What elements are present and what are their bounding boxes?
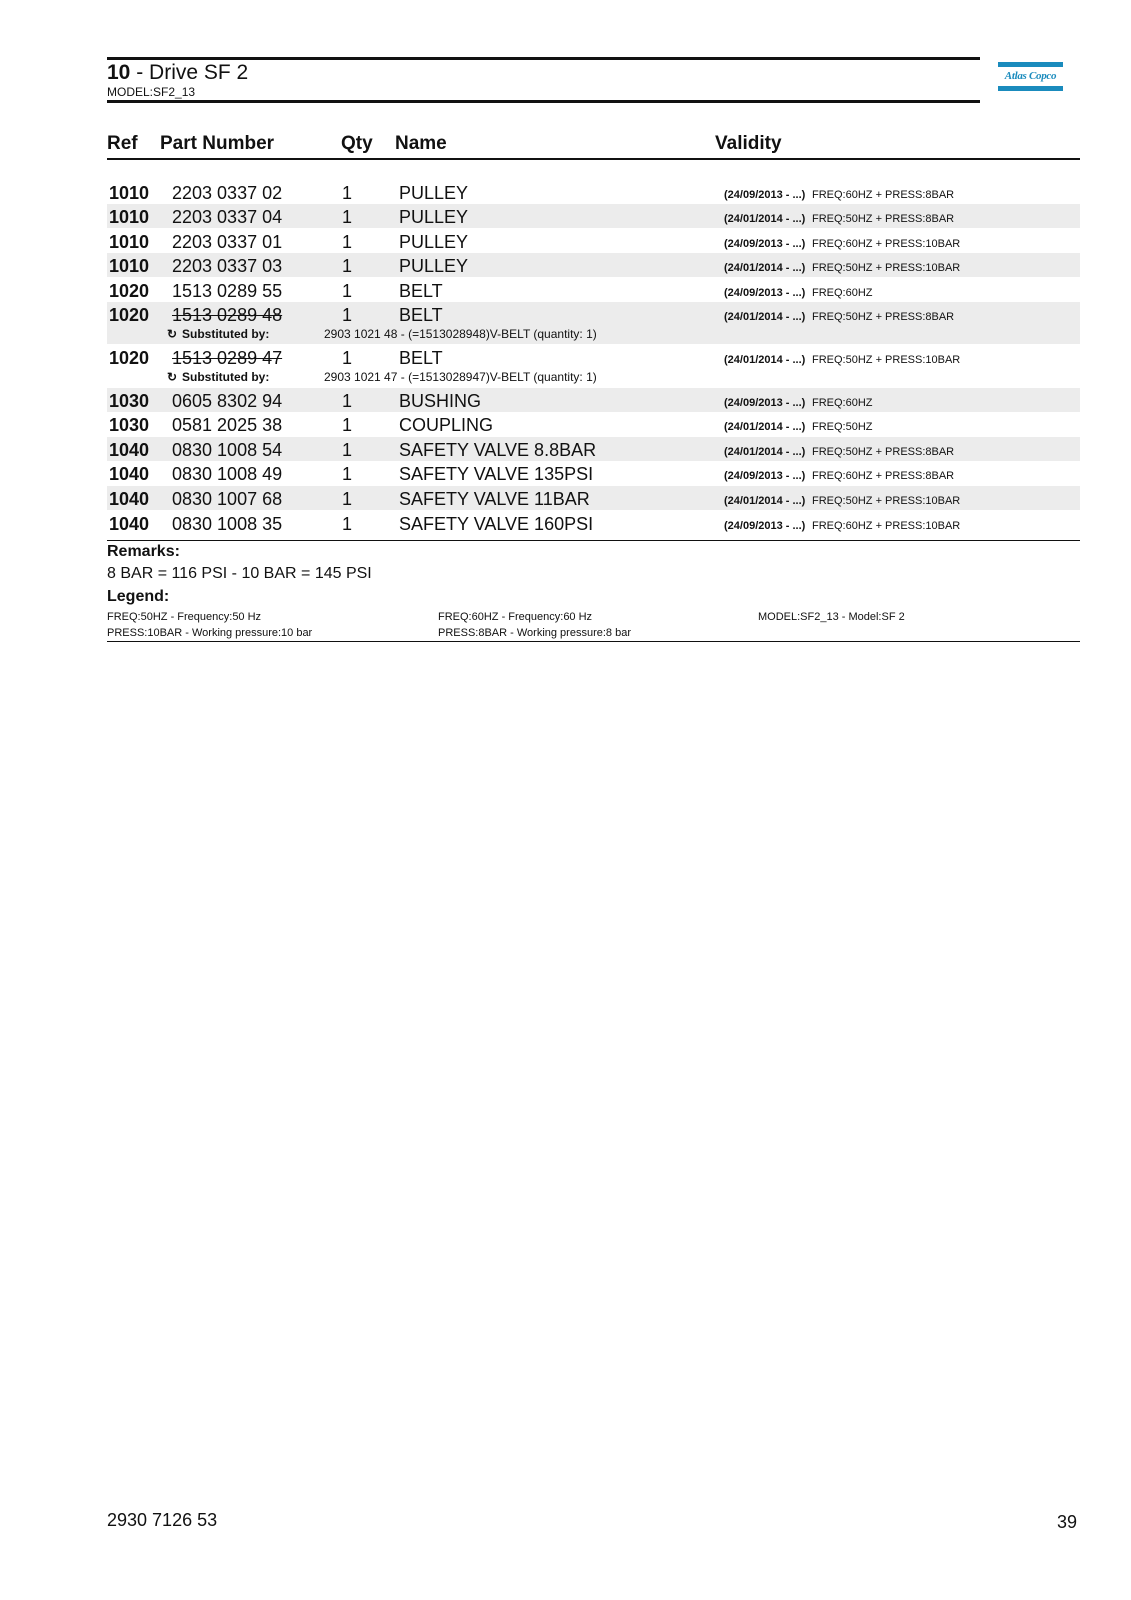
legend-heading: Legend: — [107, 588, 170, 605]
qty-cell: 1 — [342, 256, 353, 276]
remarks-text: 8 BAR = 116 PSI - 10 BAR = 145 PSI — [107, 565, 372, 582]
part-number-cell: 2203 0337 01 — [172, 232, 283, 252]
name-cell: PULLEY — [399, 256, 469, 276]
ref-cell: 1020 — [109, 348, 150, 368]
ref-cell: 1040 — [109, 464, 150, 484]
qty-cell: 1 — [342, 489, 353, 509]
part-number-cell: 0830 1008 49 — [172, 464, 283, 484]
part-number-cell-superseded: 1513 0289 48 — [172, 305, 283, 325]
part-number-cell: 2203 0337 03 — [172, 256, 283, 276]
col-header-ref: Ref — [107, 133, 138, 154]
validity-date: (24/01/2014 - ...) — [724, 262, 806, 274]
ref-cell: 1010 — [109, 232, 150, 252]
table-row — [107, 511, 1080, 535]
qty-cell: 1 — [342, 348, 353, 368]
substituted-by-value: 2903 1021 48 - (=1513028948)V-BELT (quantity: 1) — [324, 327, 597, 341]
section-separator: - — [130, 61, 150, 84]
qty-cell: 1 — [342, 415, 353, 435]
qty-cell: 1 — [342, 207, 353, 227]
refresh-icon: ↻ — [167, 370, 178, 384]
ref-cell: 1040 — [109, 489, 150, 509]
table-row — [107, 253, 1080, 277]
legend-item: FREQ:50HZ - Frequency:50 Hz — [107, 611, 262, 623]
logo-text: Atlas Copco — [1004, 70, 1057, 82]
logo-bar-top — [998, 62, 1063, 67]
col-header-validity: Validity — [715, 133, 782, 154]
page-title — [107, 61, 248, 85]
part-number-cell: 2203 0337 02 — [172, 183, 283, 203]
part-number-cell: 0581 2025 38 — [172, 415, 283, 435]
table-row — [107, 345, 1080, 387]
name-cell: BELT — [399, 281, 443, 301]
qty-cell: 1 — [342, 305, 353, 325]
validity-text: FREQ:60HZ + PRESS:8BAR — [812, 189, 955, 201]
legend-bottom-rule — [107, 641, 1080, 642]
qty-cell: 1 — [342, 232, 353, 252]
table-row — [107, 302, 1080, 344]
validity-text: FREQ:60HZ — [812, 397, 873, 409]
ref-cell: 1030 — [109, 391, 150, 411]
page-number: 39 — [1057, 1512, 1078, 1532]
validity-text: FREQ:50HZ + PRESS:8BAR — [812, 446, 955, 458]
validity-date: (24/09/2013 - ...) — [724, 287, 806, 299]
validity-text: FREQ:50HZ + PRESS:8BAR — [812, 311, 955, 323]
name-cell: SAFETY VALVE 135PSI — [399, 464, 594, 484]
table-row — [107, 412, 1080, 436]
part-number-cell-superseded: 1513 0289 47 — [172, 348, 283, 368]
validity-text: FREQ:50HZ + PRESS:10BAR — [812, 495, 961, 507]
model-code: MODEL:SF2_13 — [107, 85, 196, 99]
part-number-cell: 1513 0289 55 — [172, 281, 283, 301]
table-row — [107, 229, 1080, 253]
validity-date: (24/01/2014 - ...) — [724, 495, 806, 507]
ref-cell: 1040 — [109, 440, 150, 460]
validity-date: (24/01/2014 - ...) — [724, 354, 806, 366]
part-number-cell: 0830 1008 54 — [172, 440, 283, 460]
validity-date: (24/09/2013 - ...) — [724, 238, 806, 250]
substituted-by-label: Substituted by: — [182, 370, 270, 384]
validity-text: FREQ:50HZ — [812, 421, 873, 433]
name-cell: PULLEY — [399, 207, 469, 227]
qty-cell: 1 — [342, 514, 353, 534]
table-row — [107, 486, 1080, 510]
ref-cell: 1010 — [109, 183, 150, 203]
validity-text: FREQ:60HZ + PRESS:8BAR — [812, 470, 955, 482]
validity-text: FREQ:50HZ + PRESS:10BAR — [812, 354, 961, 366]
qty-cell: 1 — [342, 464, 353, 484]
atlas-copco-logo — [998, 62, 1063, 94]
validity-date: (24/09/2013 - ...) — [724, 520, 806, 532]
part-number-cell: 0830 1007 68 — [172, 489, 283, 509]
validity-date: (24/09/2013 - ...) — [724, 397, 806, 409]
name-cell: SAFETY VALVE 11BAR — [399, 489, 590, 509]
validity-text: FREQ:60HZ — [812, 287, 873, 299]
name-cell: BELT — [399, 305, 443, 325]
document-number: 2930 7126 53 — [107, 1510, 218, 1530]
ref-cell: 1010 — [109, 207, 150, 227]
refresh-icon: ↻ — [167, 327, 178, 341]
ref-cell: 1020 — [109, 281, 150, 301]
substituted-by-value: 2903 1021 47 - (=1513028947)V-BELT (quantity: 1) — [324, 370, 597, 384]
table-row — [107, 461, 1080, 485]
part-number-cell: 2203 0337 04 — [172, 207, 283, 227]
ref-cell: 1020 — [109, 305, 150, 325]
remarks-heading: Remarks: — [107, 543, 180, 560]
table-row — [107, 180, 1080, 204]
validity-text: FREQ:60HZ + PRESS:10BAR — [812, 520, 961, 532]
name-cell: SAFETY VALVE 8.8BAR — [399, 440, 597, 460]
table-row — [107, 278, 1080, 302]
name-cell: SAFETY VALVE 160PSI — [399, 514, 594, 534]
part-number-cell: 0830 1008 35 — [172, 514, 283, 534]
name-cell: BELT — [399, 348, 443, 368]
page-header — [107, 57, 980, 103]
ref-cell: 1010 — [109, 256, 150, 276]
col-header-part-number: Part Number — [160, 133, 275, 154]
substitution-label — [167, 327, 269, 342]
validity-text: FREQ:50HZ + PRESS:10BAR — [812, 262, 961, 274]
validity-date: (24/01/2014 - ...) — [724, 213, 806, 225]
validity-date: (24/01/2014 - ...) — [724, 446, 806, 458]
validity-date: (24/09/2013 - ...) — [724, 470, 806, 482]
section-title: Drive SF 2 — [149, 61, 249, 84]
ref-cell: 1040 — [109, 514, 150, 534]
substitution-label — [167, 370, 269, 385]
substituted-by-label: Substituted by: — [182, 327, 270, 341]
validity-date: (24/01/2014 - ...) — [724, 421, 806, 433]
qty-cell: 1 — [342, 281, 353, 301]
header-rule — [107, 158, 1080, 160]
name-cell: PULLEY — [399, 232, 469, 252]
legend-item: MODEL:SF2_13 - Model:SF 2 — [758, 611, 905, 623]
validity-text: FREQ:60HZ + PRESS:10BAR — [812, 238, 961, 250]
col-header-name: Name — [395, 133, 447, 154]
name-cell: PULLEY — [399, 183, 469, 203]
legend-item: PRESS:8BAR - Working pressure:8 bar — [438, 627, 631, 639]
qty-cell: 1 — [342, 391, 353, 411]
logo-bar-bottom — [998, 86, 1063, 91]
validity-text: FREQ:50HZ + PRESS:8BAR — [812, 213, 955, 225]
section-number: 10 — [107, 61, 131, 84]
part-number-cell: 0605 8302 94 — [172, 391, 283, 411]
table-row — [107, 437, 1080, 461]
name-cell: BUSHING — [399, 391, 482, 411]
validity-date: (24/09/2013 - ...) — [724, 189, 806, 201]
col-header-qty: Qty — [341, 133, 373, 154]
name-cell: COUPLING — [399, 415, 494, 435]
legend-item: FREQ:60HZ - Frequency:60 Hz — [438, 611, 593, 623]
ref-cell: 1030 — [109, 415, 150, 435]
qty-cell: 1 — [342, 183, 353, 203]
table-row — [107, 204, 1080, 228]
table-bottom-rule — [107, 540, 1080, 541]
legend-item: PRESS:10BAR - Working pressure:10 bar — [107, 627, 313, 639]
table-row — [107, 388, 1080, 412]
validity-date: (24/01/2014 - ...) — [724, 311, 806, 323]
qty-cell: 1 — [342, 440, 353, 460]
